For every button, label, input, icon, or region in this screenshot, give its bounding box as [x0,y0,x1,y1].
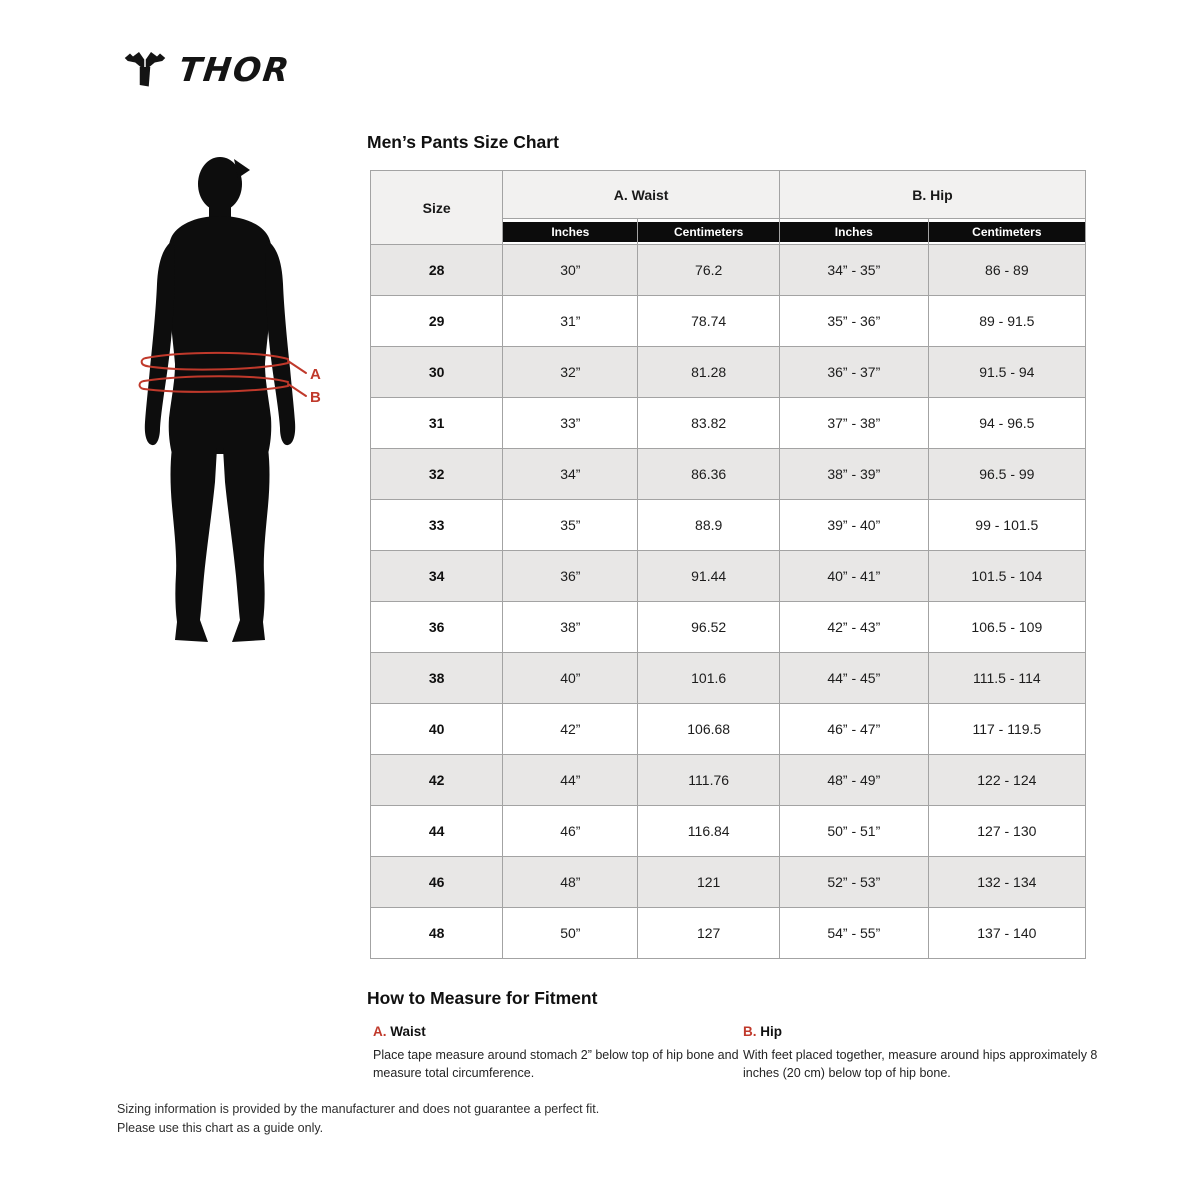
hip-cm-cell: 96.5 - 99 [928,449,1085,500]
table-row [371,653,1086,704]
waist-inches-cell: 34” [503,449,638,500]
hip-inches-cell: 36” - 37” [779,347,928,398]
waist-cm-cell: 76.2 [638,245,780,296]
size-cell: 28 [371,245,503,296]
waist-inches-cell: 33” [503,398,638,449]
hip-inches-cell: 35” - 36” [779,296,928,347]
waist-cm-cell: 116.84 [638,806,780,857]
measure-hip-description: With feet placed together, measure around hips approximately 8 inches (20 cm) below top of hip bone. [743,1048,1098,1081]
column-header-size: Size [371,171,503,245]
waist-inches-cell: 42” [503,704,638,755]
waist-cm-cell: 91.44 [638,551,780,602]
subheader-hip-inches: Inches [780,222,928,242]
hip-cm-cell: 89 - 91.5 [928,296,1085,347]
waist-inches-cell: 48” [503,857,638,908]
hip-cm-cell: 117 - 119.5 [928,704,1085,755]
waist-inches-cell: 40” [503,653,638,704]
waist-cm-cell: 83.82 [638,398,780,449]
hip-cm-cell: 91.5 - 94 [928,347,1085,398]
hip-cm-cell: 86 - 89 [928,245,1085,296]
hip-inches-cell: 34” - 35” [779,245,928,296]
size-cell: 38 [371,653,503,704]
hip-cm-cell: 111.5 - 114 [928,653,1085,704]
hip-cm-cell: 101.5 - 104 [928,551,1085,602]
size-cell: 46 [371,857,503,908]
column-group-hip: B. Hip [779,171,1085,219]
hip-cm-cell: 127 - 130 [928,806,1085,857]
waist-inches-cell: 50” [503,908,638,959]
hip-cm-cell: 122 - 124 [928,755,1085,806]
hip-inches-cell: 38” - 39” [779,449,928,500]
figure-label-b: B [310,389,321,406]
waist-inches-cell: 36” [503,551,638,602]
size-cell: 42 [371,755,503,806]
measure-hip-name: Hip [760,1024,783,1039]
waist-inches-cell: 35” [503,500,638,551]
measure-waist-heading [373,1024,745,1039]
figure-label-a: A [310,366,321,383]
size-cell: 33 [371,500,503,551]
brand-name: THOR [176,50,293,89]
size-cell: 44 [371,806,503,857]
waist-inches-cell: 44” [503,755,638,806]
waist-inches-cell: 31” [503,296,638,347]
hip-inches-cell: 40” - 41” [779,551,928,602]
hip-inches-cell: 50” - 51” [779,806,928,857]
waist-cm-cell: 106.68 [638,704,780,755]
table-row [371,908,1086,959]
table-header-row [371,171,1086,219]
waist-cm-cell: 78.74 [638,296,780,347]
subheader-waist-inches: Inches [503,222,637,242]
disclaimer [117,1100,599,1139]
hip-inches-cell: 37” - 38” [779,398,928,449]
size-cell: 29 [371,296,503,347]
hip-cm-cell: 132 - 134 [928,857,1085,908]
measure-hip-key: B. [743,1024,757,1039]
waist-cm-cell: 121 [638,857,780,908]
table-row [371,398,1086,449]
waist-inches-cell: 32” [503,347,638,398]
waist-cm-cell: 96.52 [638,602,780,653]
hip-cm-cell: 94 - 96.5 [928,398,1085,449]
hip-inches-cell: 48” - 49” [779,755,928,806]
waist-inches-cell: 46” [503,806,638,857]
table-row [371,551,1086,602]
table-row [371,296,1086,347]
measure-waist-block [373,1024,745,1082]
subheader-hip-centimeters: Centimeters [929,222,1085,242]
measure-waist-key: A. [373,1024,387,1039]
measurement-figure [118,150,333,660]
waist-inches-cell: 38” [503,602,638,653]
hip-inches-cell: 39” - 40” [779,500,928,551]
male-silhouette [145,157,295,642]
waist-inches-cell: 30” [503,245,638,296]
brand-logo [124,50,291,89]
hip-inches-cell: 42” - 43” [779,602,928,653]
measure-hip-heading [743,1024,1103,1039]
size-cell: 40 [371,704,503,755]
hip-inches-cell: 52” - 53” [779,857,928,908]
howto-section-title: How to Measure for Fitment [367,988,598,1008]
table-row [371,347,1086,398]
measure-waist-name: Waist [390,1024,426,1039]
table-row [371,755,1086,806]
disclaimer-line-2: Please use this chart as a guide only. [117,1121,324,1136]
hip-inches-cell: 46” - 47” [779,704,928,755]
subheader-waist-centimeters: Centimeters [638,222,779,242]
waist-cm-cell: 101.6 [638,653,780,704]
waist-cm-cell: 111.76 [638,755,780,806]
table-row [371,602,1086,653]
page-title: Men’s Pants Size Chart [367,132,559,152]
size-chart-table [370,170,1086,959]
table-row [371,806,1086,857]
hip-cm-cell: 106.5 - 109 [928,602,1085,653]
size-cell: 36 [371,602,503,653]
size-cell: 30 [371,347,503,398]
disclaimer-line-1: Sizing information is provided by the manufacturer and does not guarantee a perfect fit. [117,1102,600,1116]
waist-cm-cell: 127 [638,908,780,959]
hip-cm-cell: 137 - 140 [928,908,1085,959]
hip-inches-cell: 44” - 45” [779,653,928,704]
table-row [371,857,1086,908]
waist-cm-cell: 88.9 [638,500,780,551]
hip-cm-cell: 99 - 101.5 [928,500,1085,551]
table-row [371,500,1086,551]
table-row [371,449,1086,500]
table-row [371,704,1086,755]
waist-cm-cell: 86.36 [638,449,780,500]
size-cell: 34 [371,551,503,602]
table-row [371,245,1086,296]
measure-hip-block [743,1024,1103,1082]
size-cell: 32 [371,449,503,500]
thor-horns-icon [124,51,166,89]
size-cell: 31 [371,398,503,449]
measure-waist-description: Place tape measure around stomach 2” below top of hip bone and measure total circumference. [373,1048,739,1081]
hip-inches-cell: 54” - 55” [779,908,928,959]
waist-cm-cell: 81.28 [638,347,780,398]
size-cell: 48 [371,908,503,959]
column-group-waist: A. Waist [503,171,780,219]
